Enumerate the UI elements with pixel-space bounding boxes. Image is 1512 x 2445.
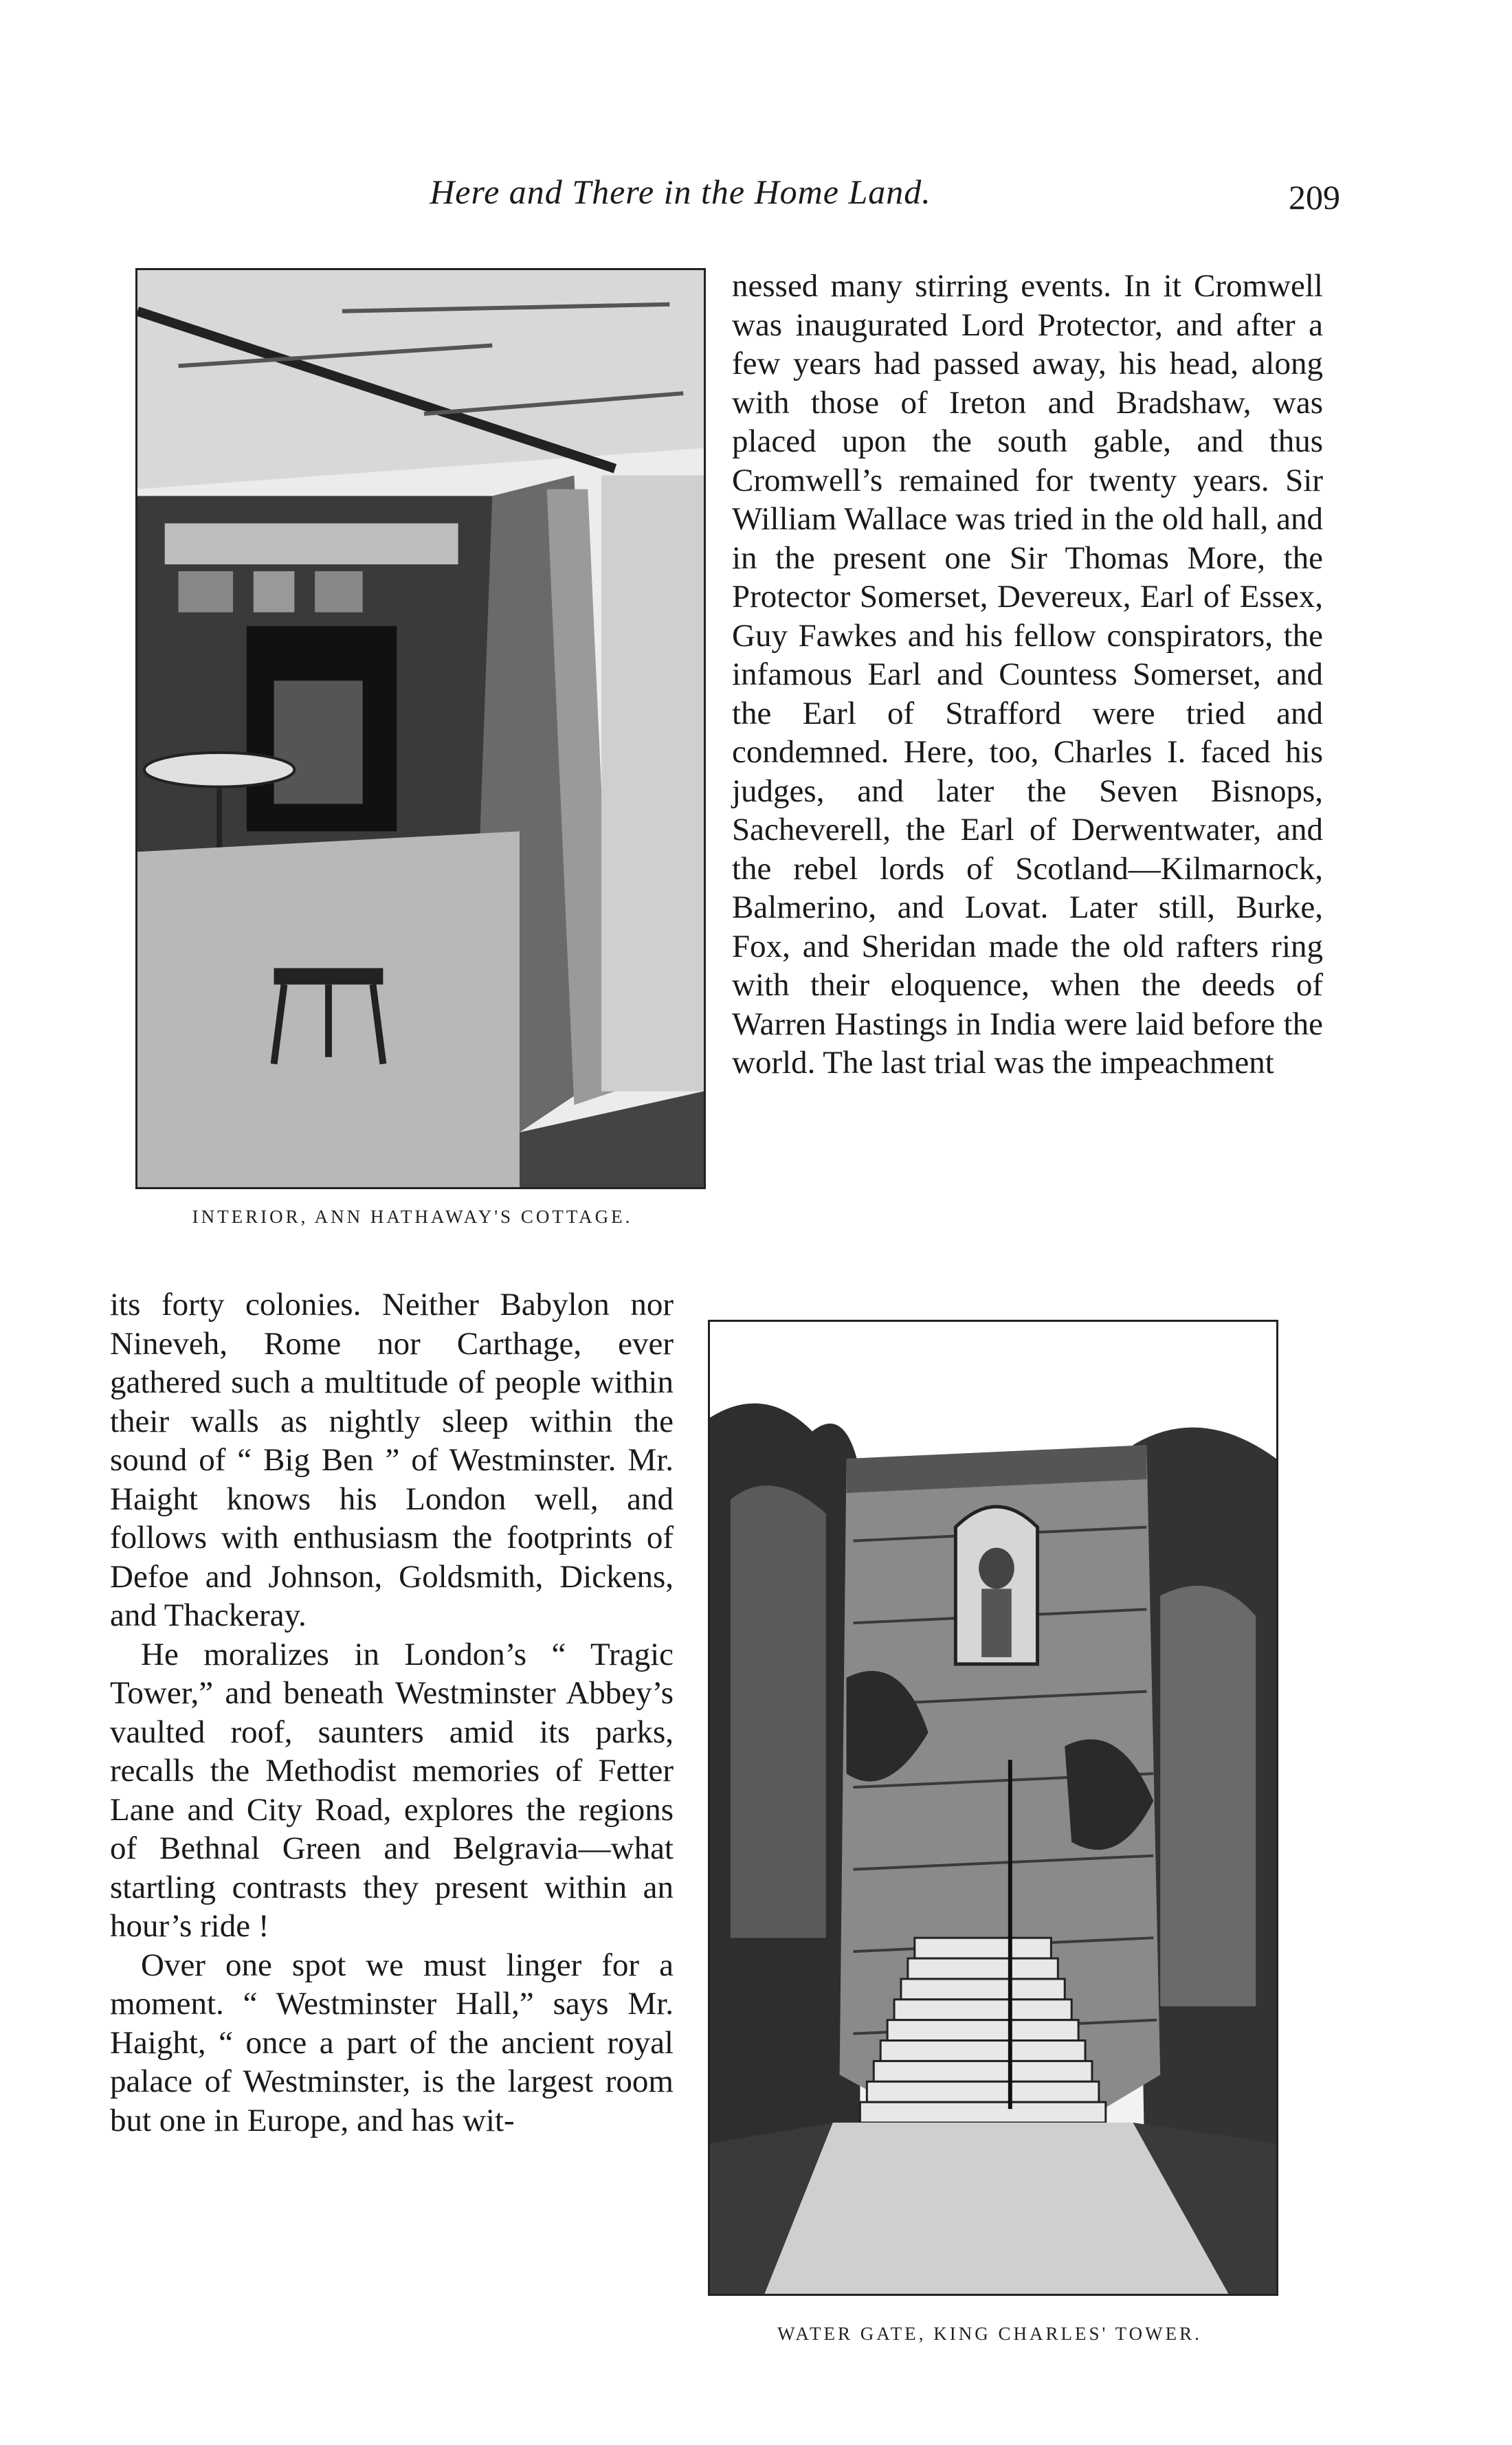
water-gate-tower-photo (708, 1320, 1278, 2296)
figure-caption-right: WATER GATE, KING CHARLES' TOWER. (777, 2323, 1202, 2344)
page-number: 209 (1289, 178, 1340, 217)
water-gate-tower-illustration (710, 1322, 1276, 2294)
left-column-text (110, 1285, 674, 2140)
running-head: Here and There in the Home Land. (430, 173, 931, 211)
cottage-interior-photo (135, 268, 706, 1189)
cottage-interior-illustration (137, 270, 704, 1187)
right-column-text (732, 267, 1323, 1083)
left-paragraph-2: He moralizes in London’s “ Tragic Tower,” and beneath Westminster Abbey’s vaulted roof, saunters amid its parks, recalls the Methodist memories of Fetter Lane and City Road, explores the regions of Bethnal Green and Belgravia—what startling contrasts they present within an hour’s ride ! (110, 1636, 674, 1944)
left-paragraph-3: Over one spot we must linger for a moment. “ Westminster Hall,” says Mr. Haight, “ once a part of the ancient royal palace of Westminster, is the largest room but one in Europe, and has wit- (110, 1947, 674, 2138)
figure-caption-left: INTERIOR, ANN HATHAWAY'S COTTAGE. (192, 1206, 633, 1227)
left-paragraph-1: its forty colonies. Neither Babylon nor Nineveh, Rome nor Carthage, ever gathered such a multitude of people within their walls as nightly sleep within the sound of “ Big Ben ” of Westminster. Mr. Haight knows his London well, and follows with enthusiasm the footprints of Defoe and Johnson, Goldsmith, Dickens, and Thackeray. (110, 1287, 674, 1633)
right-paragraph-1: nessed many stirring events. In it Cromwell was inaugurated Lord Protector, and after a few years had passed away, his head, along with those of Ireton and Bradshaw, was placed upon the south gable, and thus Cromwell’s remained for twenty years. Sir William Wallace was tried in the old hall, and in the present one Sir Thomas More, the Protector Somerset, Devereux, Earl of Essex, Guy Fawkes and his fellow conspirators, the infamous Earl and Countess Somerset, and the Earl of Strafford were tried and condemned. Here, too, Charles I. faced his judges, and later the Seven Bisnops, Sacheverell, the Earl of Derwentwater, and the rebel lords of Scotland—Kilmarnock, Balmerino, and Lovat. Later still, Burke, Fox, and Sheridan made the old rafters ring with their eloquence, when the deeds of Warren Hastings in India were laid before the world. The last trial was the impeachment (732, 268, 1323, 1081)
